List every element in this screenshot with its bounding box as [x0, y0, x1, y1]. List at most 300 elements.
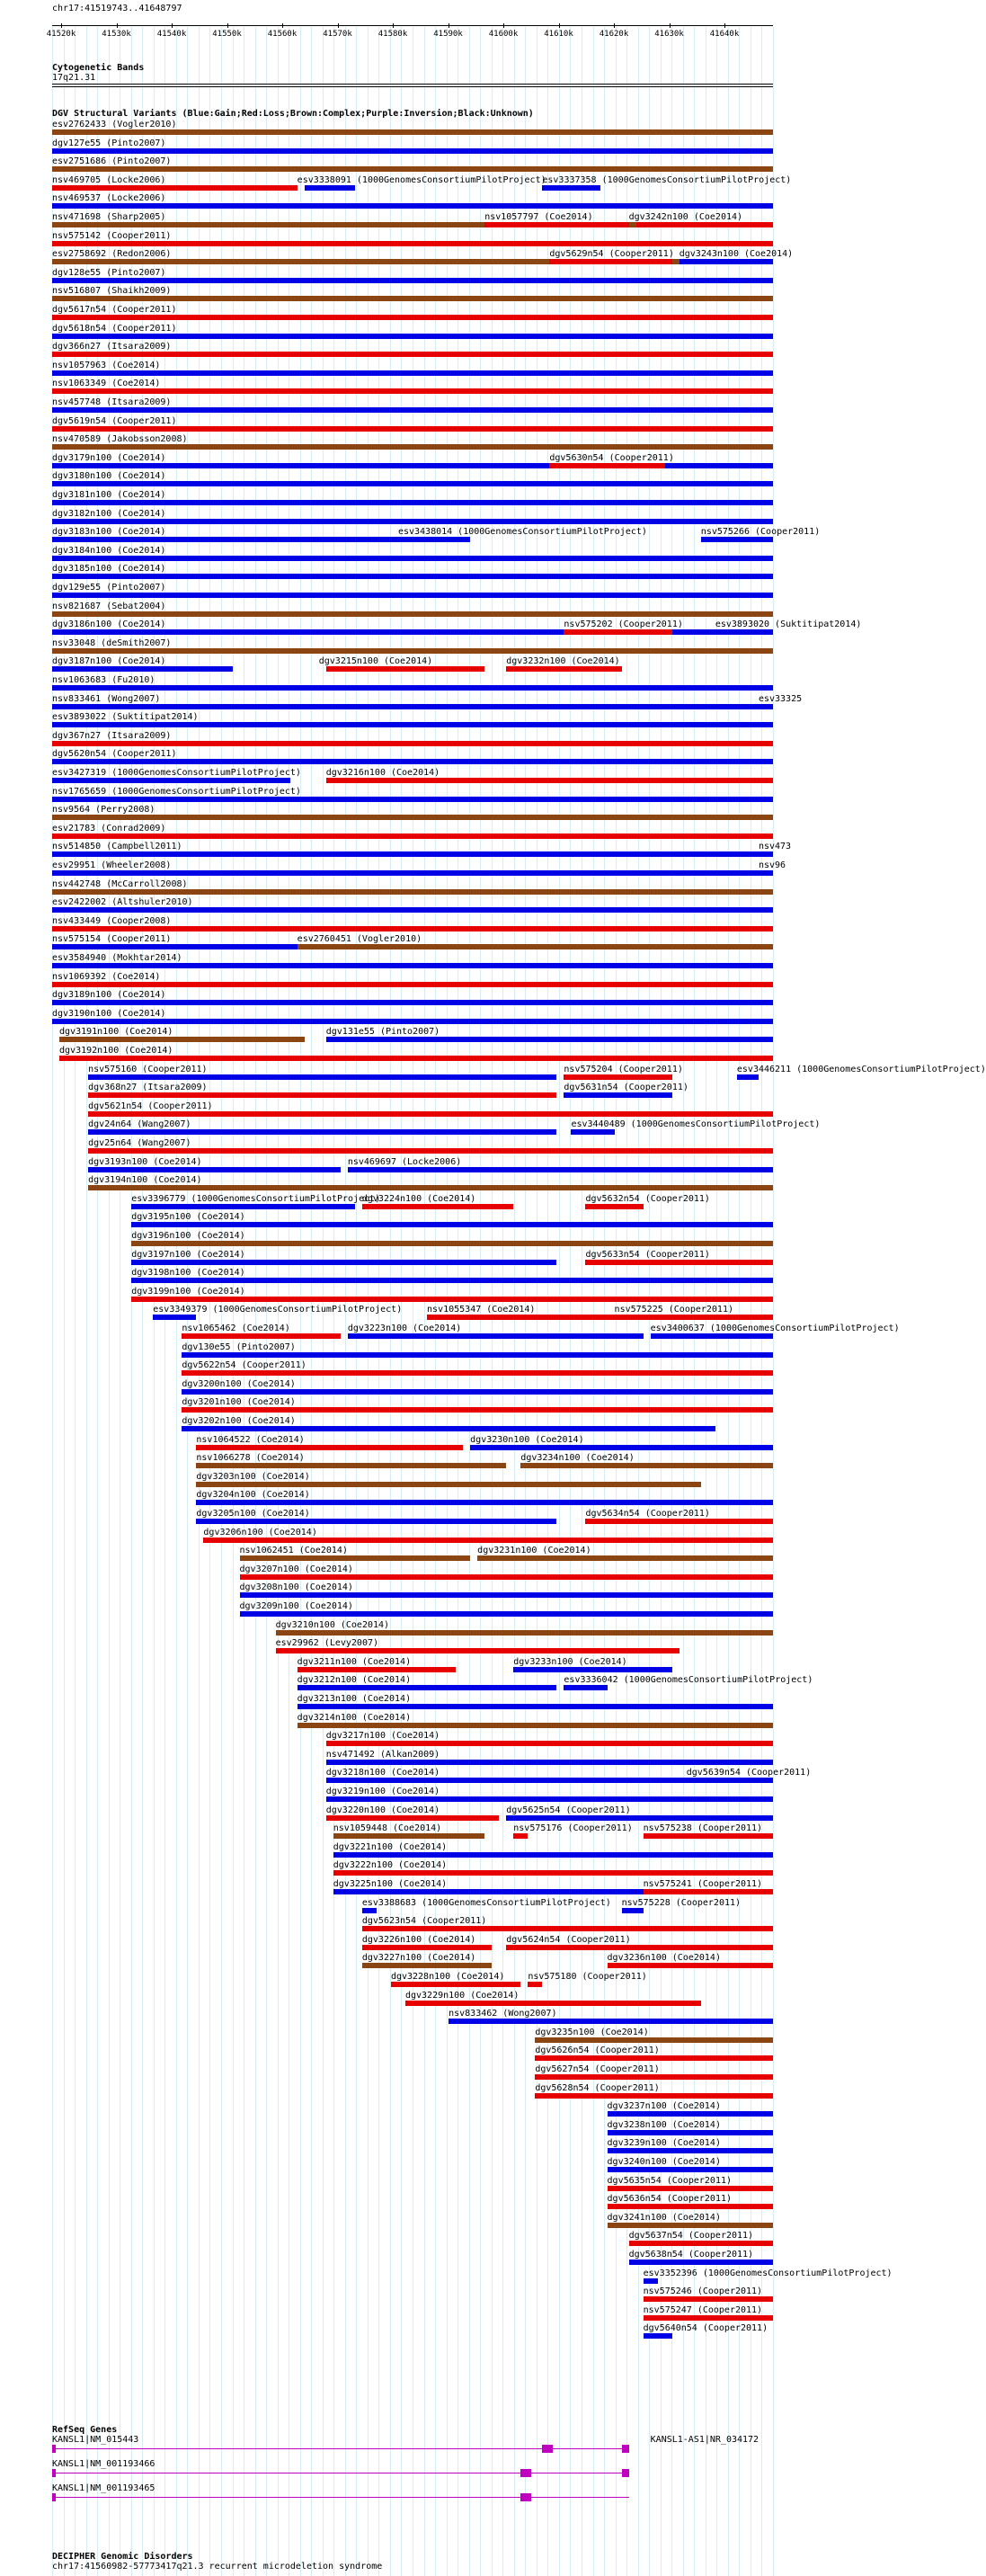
variant-bar[interactable] [59, 1056, 773, 1061]
variant-label[interactable]: dgv3210n100 (Coe2014) [275, 1619, 390, 1630]
variant-label[interactable]: nsv575238 (Cooper2011) [643, 1823, 763, 1834]
variant-bar[interactable] [52, 537, 398, 542]
variant-bar[interactable] [398, 537, 470, 542]
variant-bar[interactable] [636, 222, 773, 227]
variant-label[interactable]: esv3396779 (1000GenomesConsortiumPilotProject) [131, 1193, 381, 1204]
decipher-track-title[interactable]: DECIPHER Genomic Disorders [52, 2552, 193, 2562]
variant-bar[interactable] [608, 2130, 773, 2135]
variant-label[interactable]: nsv96 [758, 860, 786, 870]
variant-bar[interactable] [52, 1019, 773, 1024]
variant-bar[interactable] [585, 1260, 773, 1265]
variant-bar[interactable] [629, 2241, 773, 2246]
gene-exon[interactable] [52, 2469, 56, 2477]
variant-bar[interactable] [333, 1870, 773, 1876]
variant-label[interactable]: dgv24n64 (Wang2007) [88, 1119, 191, 1130]
variant-bar[interactable] [608, 2111, 773, 2117]
variant-label[interactable]: dgv3198n100 (Coe2014) [131, 1268, 245, 1279]
variant-label[interactable]: dgv3243n100 (Coe2014) [679, 249, 794, 260]
variant-label[interactable]: esv3349379 (1000GenomesConsortiumPilotProject) [153, 1305, 403, 1315]
variant-label[interactable]: dgv3200n100 (Coe2014) [182, 1378, 296, 1389]
variant-label[interactable]: esv3400637 (1000GenomesConsortiumPilotProject) [650, 1324, 900, 1333]
variant-bar[interactable] [52, 278, 773, 283]
variant-label[interactable]: dgv3204n100 (Coe2014) [196, 1490, 310, 1501]
variant-bar[interactable] [52, 519, 773, 524]
variant-bar[interactable] [520, 1463, 773, 1468]
variant-label[interactable]: nsv575228 (Cooper2011) [621, 1897, 742, 1908]
variant-label[interactable]: esv2758692 (Redon2006) [52, 249, 172, 260]
variant-label[interactable]: dgv3223n100 (Coe2014) [347, 1324, 462, 1333]
variant-bar[interactable] [52, 129, 773, 135]
variant-bar[interactable] [52, 315, 773, 320]
variant-bar[interactable] [59, 1037, 305, 1042]
variant-label[interactable]: nsv1066278 (Coe2014) [196, 1453, 305, 1464]
variant-bar[interactable] [52, 833, 773, 839]
variant-label[interactable]: dgv5634n54 (Cooper2011) [585, 1509, 710, 1519]
variant-bar[interactable] [52, 704, 759, 709]
variant-label[interactable]: dgv3194n100 (Coe2014) [88, 1175, 202, 1186]
variant-bar[interactable] [52, 982, 773, 987]
variant-bar[interactable] [687, 1778, 773, 1783]
variant-bar[interactable] [701, 537, 773, 542]
variant-bar[interactable] [52, 166, 773, 172]
variant-label[interactable]: nsv514850 (Campbell2011) [52, 842, 182, 852]
variant-label[interactable]: dgv5638n54 (Cooper2011) [628, 2250, 754, 2260]
variant-label[interactable]: nsv469537 (Locke2006) [52, 193, 166, 204]
variant-bar[interactable] [608, 2186, 773, 2191]
variant-bar[interactable] [182, 1407, 773, 1413]
variant-label[interactable]: nsv575247 (Cooper2011) [643, 2304, 763, 2315]
variant-label[interactable]: nsv470589 (Jakobsson2008) [52, 434, 188, 445]
variant-label[interactable]: dgv3229n100 (Coe2014) [404, 1990, 520, 2001]
variant-label[interactable]: esv29951 (Wheeler2008) [52, 860, 172, 870]
variant-label[interactable]: dgv5630n54 (Cooper2011) [549, 452, 674, 463]
refseq-track-title[interactable]: RefSeq Genes [52, 2425, 118, 2435]
variant-label[interactable]: dgv366n27 (Itsara2009) [52, 342, 172, 352]
variant-label[interactable]: esv2422002 (Altshuler2010) [52, 897, 193, 908]
variant-label[interactable]: dgv3192n100 (Coe2014) [59, 1046, 173, 1056]
variant-bar[interactable] [52, 463, 773, 468]
variant-label[interactable]: dgv5633n54 (Cooper2011) [585, 1249, 710, 1260]
variant-label[interactable]: nsv833462 (Wong2007) [449, 2009, 557, 2019]
variant-bar[interactable] [52, 611, 773, 617]
variant-bar[interactable] [477, 1555, 773, 1561]
decipher-entry[interactable]: chr17:41560982-57773417q21.3 recurrent microdeletion syndrome [52, 2562, 383, 2572]
variant-label[interactable]: dgv3230n100 (Coe2014) [470, 1434, 584, 1445]
variant-bar[interactable] [644, 2296, 773, 2302]
variant-label[interactable]: dgv3205n100 (Coe2014) [196, 1509, 310, 1519]
variant-label[interactable]: dgv3201n100 (Coe2014) [182, 1397, 296, 1408]
gene-label[interactable]: KANSL1|NM_001193466 [52, 2459, 155, 2469]
variant-bar[interactable] [348, 1333, 644, 1339]
variant-label[interactable]: nsv1062451 (Coe2014) [239, 1546, 348, 1556]
variant-bar[interactable] [326, 1778, 687, 1783]
variant-label[interactable]: esv3584940 (Mokhtar2014) [52, 953, 182, 963]
variant-label[interactable]: esv21783 (Conrad2009) [52, 823, 166, 833]
variant-bar[interactable] [333, 1852, 773, 1858]
gene-exon[interactable] [622, 2469, 629, 2477]
variant-label[interactable]: dgv5618n54 (Cooper2011) [52, 323, 177, 334]
variant-bar[interactable] [629, 2260, 773, 2265]
variant-label[interactable]: dgv3189n100 (Coe2014) [52, 990, 166, 1001]
variant-label[interactable]: dgv5636n54 (Cooper2011) [607, 2194, 733, 2205]
variant-label[interactable]: dgv131e55 (Pinto2007) [325, 1027, 440, 1038]
variant-label[interactable]: nsv1059448 (Coe2014) [333, 1823, 442, 1834]
variant-label[interactable]: nsv821687 (Sebat2004) [52, 601, 166, 611]
variant-bar[interactable] [305, 185, 355, 191]
variant-label[interactable]: dgv3209n100 (Coe2014) [239, 1601, 353, 1611]
gene-exon[interactable] [52, 2445, 56, 2453]
variant-label[interactable]: dgv5629n54 (Cooper2011) [549, 249, 674, 260]
variant-label[interactable]: dgv5626n54 (Cooper2011) [535, 2046, 660, 2056]
variant-label[interactable]: nsv33048 (deSmith2007) [52, 637, 172, 648]
variant-bar[interactable] [131, 1260, 556, 1265]
variant-label[interactable]: dgv3235n100 (Coe2014) [535, 2027, 649, 2037]
variant-label[interactable]: dgv368n27 (Itsara2009) [88, 1083, 208, 1093]
variant-label[interactable]: nsv575246 (Cooper2011) [643, 2286, 763, 2297]
variant-bar[interactable] [52, 741, 773, 746]
variant-bar[interactable] [391, 1982, 520, 1987]
variant-bar[interactable] [298, 1704, 773, 1709]
variant-bar[interactable] [52, 797, 773, 802]
variant-label[interactable]: nsv516807 (Shaikh2009) [52, 286, 172, 297]
variant-bar[interactable] [644, 1889, 773, 1894]
variant-bar[interactable] [182, 1352, 773, 1358]
variant-bar[interactable] [52, 907, 773, 913]
variant-bar[interactable] [506, 1815, 773, 1821]
variant-bar[interactable] [326, 778, 773, 783]
variant-bar[interactable] [52, 722, 773, 727]
variant-label[interactable]: nsv575266 (Cooper2011) [700, 527, 821, 538]
variant-label[interactable]: esv3337358 (1000GenomesConsortiumPilotProject) [542, 174, 792, 185]
variant-label[interactable]: nsv442748 (McCarroll2008) [52, 878, 188, 889]
variant-bar[interactable] [513, 1667, 671, 1672]
variant-label[interactable]: dgv3199n100 (Coe2014) [131, 1286, 245, 1297]
variant-label[interactable]: dgv3208n100 (Coe2014) [239, 1582, 353, 1593]
variant-label[interactable]: esv3446211 (1000GenomesConsortiumPilotProject) [736, 1064, 986, 1074]
variant-bar[interactable] [182, 1333, 340, 1339]
variant-bar[interactable] [535, 2074, 773, 2080]
gene-exon[interactable] [520, 2493, 531, 2501]
variant-bar[interactable] [196, 1482, 700, 1487]
variant-label[interactable]: esv2751686 (Pinto2007) [52, 156, 172, 167]
variant-label[interactable]: esv3336042 (1000GenomesConsortiumPilotProject) [564, 1675, 813, 1686]
variant-label[interactable]: dgv3183n100 (Coe2014) [52, 527, 166, 538]
variant-bar[interactable] [88, 1074, 556, 1080]
variant-bar[interactable] [52, 574, 773, 579]
variant-bar[interactable] [88, 1092, 556, 1098]
variant-bar[interactable] [131, 1241, 773, 1246]
variant-label[interactable]: nsv1765659 (1000GenomesConsortiumPilotProject) [52, 786, 301, 797]
variant-bar[interactable] [348, 1167, 773, 1172]
variant-label[interactable]: nsv575160 (Cooper2011) [88, 1064, 208, 1074]
variant-label[interactable]: dgv3228n100 (Coe2014) [390, 1972, 505, 1982]
variant-bar[interactable] [52, 203, 773, 209]
variant-label[interactable]: dgv3236n100 (Coe2014) [607, 1953, 721, 1964]
variant-bar[interactable] [88, 1148, 773, 1154]
variant-bar[interactable] [131, 1297, 773, 1302]
variant-label[interactable]: dgv3232n100 (Coe2014) [506, 656, 620, 667]
variant-bar[interactable] [196, 1500, 773, 1505]
variant-bar[interactable] [52, 759, 773, 764]
variant-label[interactable]: nsv1064522 (Coe2014) [196, 1434, 305, 1445]
variant-bar[interactable] [542, 185, 600, 191]
variant-bar[interactable] [298, 1667, 456, 1672]
variant-bar[interactable] [52, 241, 773, 246]
variant-bar[interactable] [715, 629, 773, 635]
variant-label[interactable]: dgv5619n54 (Cooper2011) [52, 415, 177, 426]
variant-label[interactable]: esv3338091 (1000GenomesConsortiumPilotProject) [297, 174, 546, 185]
variant-label[interactable]: dgv130e55 (Pinto2007) [182, 1341, 296, 1352]
variant-bar[interactable] [506, 666, 621, 672]
variant-bar[interactable] [153, 1315, 196, 1320]
variant-bar[interactable] [362, 1204, 513, 1209]
variant-label[interactable]: dgv3233n100 (Coe2014) [513, 1656, 627, 1667]
variant-bar[interactable] [564, 629, 671, 635]
variant-bar[interactable] [484, 222, 628, 227]
variant-label[interactable]: esv29962 (Levy2007) [275, 1638, 378, 1649]
variant-label[interactable]: dgv5639n54 (Cooper2011) [686, 1768, 812, 1778]
variant-label[interactable]: nsv575202 (Cooper2011) [564, 619, 683, 630]
variant-bar[interactable] [585, 1204, 643, 1209]
variant-label[interactable]: dgv129e55 (Pinto2007) [52, 583, 166, 593]
variant-label[interactable]: dgv5632n54 (Cooper2011) [585, 1193, 710, 1204]
variant-bar[interactable] [326, 1760, 773, 1765]
variant-bar[interactable] [326, 1741, 773, 1746]
variant-bar[interactable] [88, 1111, 773, 1117]
variant-bar[interactable] [52, 370, 773, 376]
variant-label[interactable]: dgv3221n100 (Coe2014) [333, 1841, 448, 1852]
variant-bar[interactable] [240, 1574, 773, 1580]
variant-label[interactable]: esv3440489 (1000GenomesConsortiumPilotProject) [571, 1119, 821, 1130]
variant-label[interactable]: dgv5640n54 (Cooper2011) [643, 2323, 768, 2334]
variant-label[interactable]: nsv1057797 (Coe2014) [484, 212, 593, 222]
variant-label[interactable]: dgv3227n100 (Coe2014) [361, 1953, 476, 1964]
variant-label[interactable]: esv3427319 (1000GenomesConsortiumPilotProject) [52, 768, 301, 778]
variant-label[interactable]: nsv469705 (Locke2006) [52, 174, 166, 185]
variant-label[interactable]: nsv471492 (Alkan2009) [325, 1749, 440, 1760]
variant-label[interactable]: dgv5635n54 (Cooper2011) [607, 2175, 733, 2186]
variant-bar[interactable] [88, 1129, 556, 1135]
variant-bar[interactable] [427, 1315, 615, 1320]
variant-label[interactable]: dgv5617n54 (Cooper2011) [52, 305, 177, 315]
variant-bar[interactable] [608, 2167, 773, 2172]
variant-label[interactable]: esv3388683 (1000GenomesConsortiumPilotProject) [361, 1897, 611, 1908]
variant-bar[interactable] [52, 593, 773, 598]
variant-bar[interactable] [622, 1908, 644, 1913]
variant-label[interactable]: dgv5631n54 (Cooper2011) [564, 1083, 688, 1093]
variant-bar[interactable] [608, 2204, 773, 2209]
variant-bar[interactable] [549, 259, 671, 264]
variant-label[interactable]: dgv3179n100 (Coe2014) [52, 452, 166, 463]
variant-label[interactable]: nsv833461 (Wong2007) [52, 693, 161, 704]
variant-label[interactable]: dgv5637n54 (Cooper2011) [628, 2231, 754, 2242]
variant-label[interactable]: dgv5623n54 (Cooper2011) [361, 1916, 487, 1927]
variant-bar[interactable] [333, 1833, 484, 1839]
variant-label[interactable]: nsv575225 (Cooper2011) [614, 1305, 733, 1315]
variant-bar[interactable] [470, 1445, 773, 1450]
variant-label[interactable]: dgv127e55 (Pinto2007) [52, 138, 166, 148]
variant-label[interactable]: dgv3225n100 (Coe2014) [333, 1879, 448, 1889]
variant-bar[interactable] [52, 870, 773, 876]
variant-bar[interactable] [608, 2148, 773, 2153]
variant-bar[interactable] [52, 388, 773, 394]
variant-label[interactable]: dgv128e55 (Pinto2007) [52, 267, 166, 278]
variant-bar[interactable] [528, 1982, 542, 1987]
variant-label[interactable]: dgv3218n100 (Coe2014) [325, 1768, 440, 1778]
variant-bar[interactable] [52, 296, 773, 301]
variant-label[interactable]: esv3893022 (Suktitipat2014) [52, 712, 199, 723]
variant-label[interactable]: dgv5621n54 (Cooper2011) [88, 1101, 213, 1111]
variant-bar[interactable] [52, 444, 773, 450]
variant-bar[interactable] [240, 1555, 471, 1561]
variant-bar[interactable] [276, 1630, 773, 1636]
variant-label[interactable]: dgv3231n100 (Coe2014) [477, 1546, 591, 1556]
variant-label[interactable]: nsv1057963 (Coe2014) [52, 360, 161, 370]
variant-bar[interactable] [52, 481, 773, 486]
variant-bar[interactable] [326, 1037, 773, 1042]
variant-bar[interactable] [298, 944, 773, 949]
variant-bar[interactable] [608, 2223, 773, 2228]
variant-bar[interactable] [276, 1648, 680, 1653]
variant-label[interactable]: nsv575154 (Cooper2011) [52, 934, 172, 945]
gene-exon[interactable] [622, 2445, 629, 2453]
variant-label[interactable]: esv3438014 (1000GenomesConsortiumPilotProject) [397, 527, 647, 538]
variant-label[interactable]: dgv3217n100 (Coe2014) [325, 1731, 440, 1742]
variant-label[interactable]: nsv433449 (Cooper2008) [52, 915, 172, 926]
variant-bar[interactable] [52, 666, 233, 672]
gene-label[interactable]: KANSL1|NM_015443 [52, 2435, 139, 2445]
variant-bar[interactable] [608, 1963, 773, 1968]
gene-label[interactable]: KANSL1|NM_001193465 [52, 2483, 155, 2493]
variant-label[interactable]: dgv3239n100 (Coe2014) [607, 2138, 721, 2149]
variant-bar[interactable] [298, 1685, 557, 1690]
variant-label[interactable]: nsv1063349 (Coe2014) [52, 379, 161, 389]
variant-label[interactable]: nsv575180 (Cooper2011) [528, 1972, 647, 1982]
variant-label[interactable]: dgv3193n100 (Coe2014) [88, 1156, 202, 1167]
variant-bar[interactable] [52, 851, 773, 857]
variant-label[interactable]: dgv3238n100 (Coe2014) [607, 2119, 721, 2130]
variant-bar[interactable] [182, 1370, 773, 1376]
variant-label[interactable]: dgv3203n100 (Coe2014) [196, 1471, 310, 1482]
variant-bar[interactable] [362, 1926, 773, 1931]
variant-label[interactable]: nsv1055347 (Coe2014) [427, 1305, 536, 1315]
variant-label[interactable]: dgv5625n54 (Cooper2011) [506, 1805, 631, 1815]
variant-bar[interactable] [196, 1445, 463, 1450]
variant-bar[interactable] [326, 666, 484, 672]
variant-bar[interactable] [298, 1723, 773, 1728]
variant-label[interactable]: nsv9564 (Perry2008) [52, 805, 155, 816]
variant-label[interactable]: dgv3237n100 (Coe2014) [607, 2101, 721, 2112]
variant-bar[interactable] [585, 1519, 773, 1524]
variant-bar[interactable] [52, 648, 773, 654]
variant-label[interactable]: nsv1069392 (Coe2014) [52, 971, 161, 982]
variant-label[interactable]: nsv575204 (Cooper2011) [564, 1064, 683, 1074]
variant-bar[interactable] [240, 1611, 773, 1617]
variant-bar[interactable] [549, 463, 664, 468]
variant-label[interactable]: dgv3219n100 (Coe2014) [325, 1787, 440, 1796]
variant-bar[interactable] [651, 1333, 773, 1339]
variant-label[interactable]: dgv3197n100 (Coe2014) [131, 1249, 245, 1260]
variant-bar[interactable] [182, 1389, 773, 1395]
variant-label[interactable]: dgv3207n100 (Coe2014) [239, 1564, 353, 1574]
gene-exon[interactable] [520, 2469, 531, 2477]
variant-bar[interactable] [52, 426, 773, 432]
variant-bar[interactable] [240, 1592, 773, 1598]
variant-bar[interactable] [362, 1963, 492, 1968]
variant-label[interactable]: esv2762433 (Vogler2010) [52, 120, 177, 129]
variant-label[interactable]: dgv3187n100 (Coe2014) [52, 656, 166, 667]
variant-label[interactable]: dgv3195n100 (Coe2014) [131, 1212, 245, 1223]
variant-label[interactable]: dgv3213n100 (Coe2014) [297, 1694, 412, 1704]
cytoband-track-title[interactable]: Cytogenetic Bands [52, 63, 145, 73]
variant-bar[interactable] [52, 148, 773, 154]
variant-label[interactable]: dgv5628n54 (Cooper2011) [535, 2082, 660, 2093]
variant-label[interactable]: dgv3222n100 (Coe2014) [333, 1860, 448, 1871]
variant-bar[interactable] [52, 685, 773, 691]
variant-bar[interactable] [203, 1538, 773, 1543]
variant-bar[interactable] [52, 352, 773, 357]
variant-bar[interactable] [759, 870, 773, 876]
variant-bar[interactable] [52, 778, 290, 783]
variant-bar[interactable] [362, 1945, 492, 1950]
variant-label[interactable]: dgv3234n100 (Coe2014) [520, 1453, 635, 1464]
variant-label[interactable]: nsv469697 (Locke2006) [347, 1156, 462, 1167]
variant-bar[interactable] [52, 889, 773, 895]
variant-bar[interactable] [644, 2278, 658, 2284]
gene-exon[interactable] [52, 2493, 56, 2501]
variant-label[interactable]: nsv575241 (Cooper2011) [643, 1879, 763, 1889]
variant-bar[interactable] [131, 1204, 355, 1209]
variant-label[interactable]: dgv3186n100 (Coe2014) [52, 619, 166, 630]
variant-label[interactable]: dgv5627n54 (Cooper2011) [535, 2064, 660, 2074]
variant-bar[interactable] [644, 2315, 773, 2321]
variant-label[interactable]: esv33325 [758, 693, 803, 704]
variant-label[interactable]: dgv5622n54 (Cooper2011) [182, 1360, 306, 1371]
variant-bar[interactable] [52, 926, 773, 931]
variant-label[interactable]: dgv3226n100 (Coe2014) [361, 1934, 476, 1945]
variant-label[interactable]: dgv3196n100 (Coe2014) [131, 1231, 245, 1241]
variant-bar[interactable] [535, 2055, 773, 2061]
variant-bar[interactable] [680, 259, 773, 264]
variant-label[interactable]: dgv3220n100 (Coe2014) [325, 1805, 440, 1815]
variant-bar[interactable] [564, 1685, 607, 1690]
variant-label[interactable]: nsv457748 (Itsara2009) [52, 397, 172, 407]
variant-bar[interactable] [52, 1000, 773, 1005]
variant-bar[interactable] [52, 963, 773, 968]
variant-bar[interactable] [196, 1463, 506, 1468]
variant-label[interactable]: dgv3190n100 (Coe2014) [52, 1008, 166, 1019]
variant-label[interactable]: dgv3215n100 (Coe2014) [318, 656, 433, 667]
variant-label[interactable]: esv2760451 (Vogler2010) [297, 934, 422, 945]
variant-label[interactable]: dgv3182n100 (Coe2014) [52, 508, 166, 519]
variant-bar[interactable] [362, 1908, 377, 1913]
variant-label[interactable]: nsv471698 (Sharp2005) [52, 212, 166, 222]
variant-bar[interactable] [759, 851, 773, 857]
variant-bar[interactable] [759, 704, 773, 709]
variant-label[interactable]: dgv3185n100 (Coe2014) [52, 564, 166, 575]
variant-label[interactable]: dgv5624n54 (Cooper2011) [506, 1934, 631, 1945]
variant-label[interactable]: nsv1063683 (Fu2010) [52, 675, 155, 685]
variant-bar[interactable] [513, 1833, 528, 1839]
dgv-track-title[interactable]: DGV Structural Variants (Blue:Gain;Red:Loss;Brown:Complex;Purple:Inversion;Black:Unknown) [52, 109, 534, 119]
variant-label[interactable]: dgv5620n54 (Cooper2011) [52, 749, 177, 760]
variant-label[interactable]: dgv3240n100 (Coe2014) [607, 2157, 721, 2167]
variant-label[interactable]: dgv3206n100 (Coe2014) [203, 1527, 317, 1538]
variant-bar[interactable] [615, 1315, 773, 1320]
variant-label[interactable]: dgv3242n100 (Coe2014) [628, 212, 743, 222]
variant-label[interactable]: dgv3180n100 (Coe2014) [52, 471, 166, 482]
variant-bar[interactable] [52, 556, 773, 561]
